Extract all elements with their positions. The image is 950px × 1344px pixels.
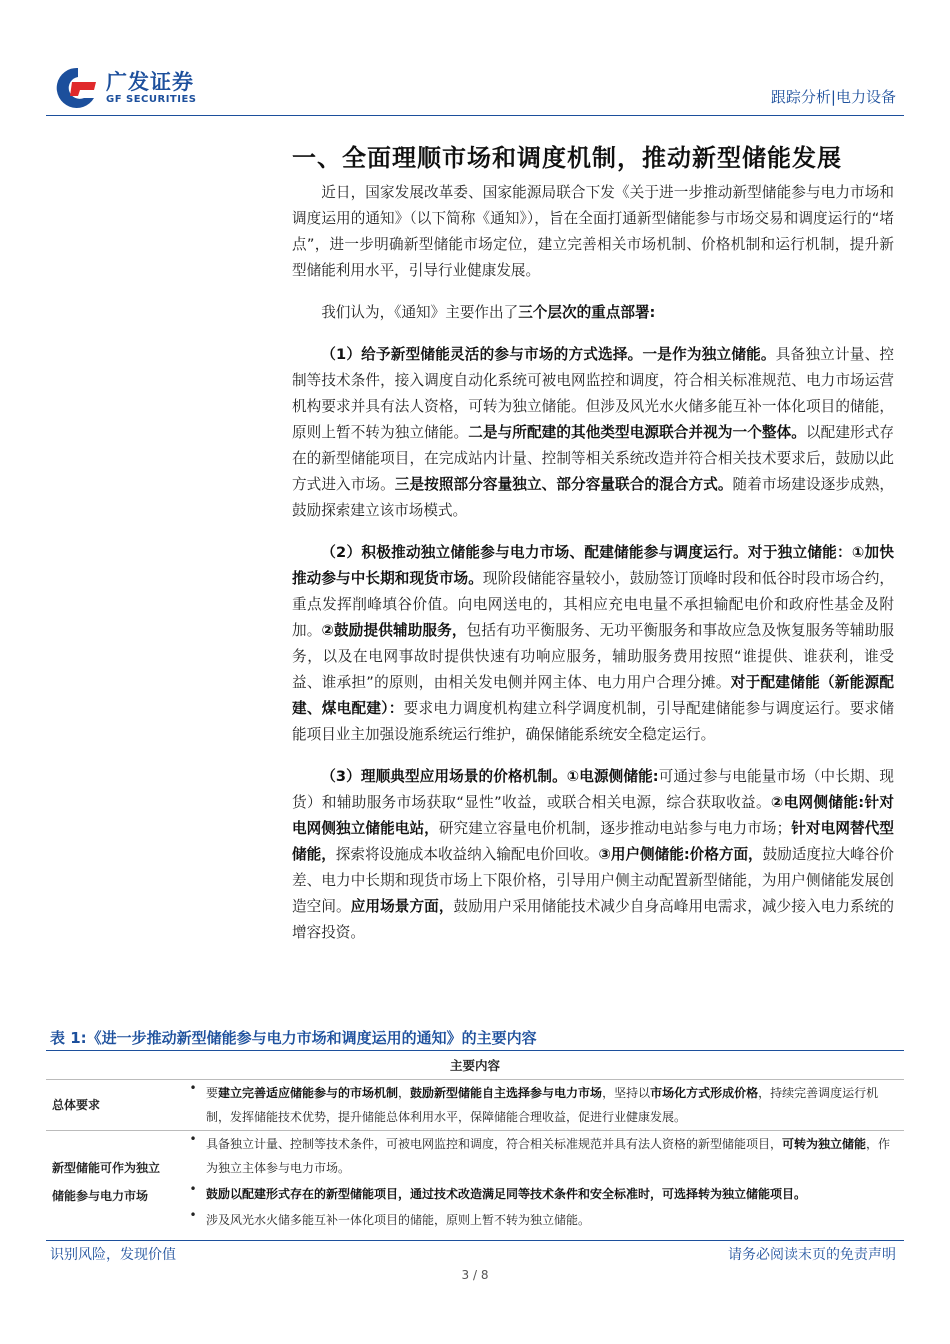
row-category: 总体要求 xyxy=(46,1080,181,1131)
item-text: ， xyxy=(398,1086,411,1100)
report-category xyxy=(771,86,896,107)
section-title: 一、全面理顺市场和调度机制，推动新型储能发展 xyxy=(292,144,842,172)
item-bold: 建立完善适应储能参与的市场机制 xyxy=(218,1086,399,1100)
industry-label: 电力设备 xyxy=(835,88,896,106)
point3-bold-1: （3）理顺典型应用场景的价格机制。①电源侧储能: xyxy=(321,768,659,785)
point2-text-3: 要求电力调度机构建立科学调度机制，引导配建储能参与调度运行。要求储能项目业主加强设施系统运行维护，确保储能系统安全稳定运行。 xyxy=(292,700,894,743)
point1-bold-3: 三是按照部分容量独立、部分容量联合的混合方式。 xyxy=(394,476,733,493)
item-text: 要 xyxy=(206,1086,219,1100)
item-bold: 市场化方式形成价格 xyxy=(650,1086,759,1100)
item-text: ，持续完善调度运行机制，发挥储能技术优势，提升储能总体利用水平，保障储能合理收益，促进行业健康发展。 xyxy=(206,1086,879,1124)
row-item xyxy=(205,1181,904,1207)
point3-bold-4: ③用户侧储能:价格方面， xyxy=(598,846,763,863)
row-category xyxy=(46,1131,181,1234)
category-line: 储能参与电力市场 xyxy=(52,1189,149,1203)
bullet: • xyxy=(181,1080,205,1131)
point3-bold-3: 针对电网替代型储能， xyxy=(292,820,894,863)
content-table xyxy=(46,1050,904,1233)
bullet: • xyxy=(189,1208,197,1222)
table-caption: 表 1:《进一步推动新型储能参与电力市场和调度运用的通知》的主要内容 xyxy=(50,1029,537,1047)
point1-bold-2: 二是与所配建的其他类型电源联合并视为一个整体。 xyxy=(468,424,806,441)
row-item xyxy=(205,1080,904,1131)
footer-disclaimer: 请务必阅读末页的免责声明 xyxy=(728,1247,896,1263)
point3-bold-2: ②电网侧储能:针对电网侧独立储能电站， xyxy=(292,794,894,837)
row-item xyxy=(205,1131,904,1182)
point2-bold-3: 对于配建储能（新能源配建、煤电配建）： xyxy=(292,674,894,717)
logo-text-en: GF SECURITIES xyxy=(106,94,197,105)
item-bold: 鼓励新型储能自主选择参与电力市场 xyxy=(410,1086,603,1100)
point1-bold-1: （1）给予新型储能灵活的参与市场的方式选择。一是作为独立储能。 xyxy=(321,346,776,363)
point2-text-1: 现阶段储能容量较小，鼓励签订顶峰时段和低谷时段市场合约，重点发挥削峰填谷价值。向电网送电的，其相应充电电量不承担输配电价和政府性基金及附加。 xyxy=(292,570,894,639)
table-header: 主要内容 xyxy=(46,1051,904,1080)
item-bold: 可转为独立储能 xyxy=(782,1137,867,1151)
footer-divider xyxy=(46,1240,904,1241)
category-line: 新型储能可作为独立 xyxy=(52,1161,161,1175)
point2-bold-2: ②鼓励提供辅助服务， xyxy=(321,622,467,639)
point2-text-2: 包括有功平衡服务、无功平衡服务和事故应急及恢复服务等辅助服务，以及在电网事故时提供快速有功响应服务，辅助服务费用按照“谁提供、谁获利，谁受益、谁承担”的原则，由相关发电侧并网主体、电力用户合理分摊。 xyxy=(292,622,894,691)
row-item: 涉及风光水火储多能互补一体化项目的储能，原则上暂不转为独立储能。 xyxy=(206,1213,591,1227)
point2-bold-1: （2）积极推动独立储能参与电力市场、配建储能参与调度运行。对于独立储能：①加快推动参与中长期和现货市场。 xyxy=(292,544,894,587)
logo-text-cn: 广发证券 xyxy=(106,70,194,94)
summary-bold: 三个层次的重点部署: xyxy=(518,304,656,321)
point3-text-5: 鼓励用户采用储能技术减少自身高峰用电需求，减少接入电力系统的增容投资。 xyxy=(292,898,894,941)
bullet: • xyxy=(189,1132,197,1146)
report-type: 跟踪分析 xyxy=(770,88,831,106)
point1-text-1: 具备独立计量、控制等技术条件，接入调度自动化系统可被电网监控和调度，符合相关标准规范、电力市场运营机构要求并具有法人资格，可转为独立储能。但涉及风光水火储多能互补一体化项目的储能，原则上暂不转为独立储能。 xyxy=(292,346,894,441)
point1-text-2: 以配建形式存在的新型储能项目，在完成站内计量、控制等相关系统改造并符合相关技术要求后，鼓励以此方式进入市场。 xyxy=(292,424,894,493)
header-separator: | xyxy=(830,88,836,106)
table-row xyxy=(46,1080,904,1131)
item-bold: 鼓励以配建形式存在的新型储能项目，通过技术改造满足同等技术条件和安全标准时，可选择转为独立储能项目。 xyxy=(206,1187,807,1201)
paragraph-point-2 xyxy=(292,540,894,748)
paragraph-summary xyxy=(292,300,894,326)
summary-lead: 我们认为，《通知》主要作出了 xyxy=(321,304,519,321)
item-text: ，坚持以 xyxy=(602,1086,651,1100)
item-text: ，作为独立主体参与电力市场。 xyxy=(206,1137,891,1175)
paragraph-intro: 近日，国家发展改革委、国家能源局联合下发《关于进一步推动新型储能参与电力市场和调度运用的通知》（以下简称《通知》），旨在全面打通新型储能参与市场交易和调度运行的“堵点”，进一步明确新型储能市场定位，建立完善相关市场机制、价格机制和运行机制，提升新型储能利用水平，引导行业健康发展。 xyxy=(292,184,894,279)
page-number: 3 / 8 xyxy=(461,1268,489,1282)
point3-bold-5: 应用场景方面， xyxy=(350,898,454,915)
paragraph-point-3 xyxy=(292,764,894,946)
body-text xyxy=(292,180,894,962)
table-row xyxy=(46,1131,904,1182)
point3-text-4: 鼓励适度拉大峰谷价差、电力中长期和现货市场上下限价格，引导用户侧主动配置新型储能，为用户侧储能发展创造空间。 xyxy=(292,846,894,915)
point3-text-3: 探索将设施成本收益纳入输配电价回收。 xyxy=(335,846,599,863)
header-divider xyxy=(46,115,904,116)
point3-text-1: 可通过参与电能量市场（中长期、现货）和辅助服务市场获取“显性”收益，或联合相关电源，综合获取收益。 xyxy=(292,768,894,811)
footer-slogan: 识别风险，发现价值 xyxy=(50,1247,176,1263)
bullet: • xyxy=(189,1182,197,1196)
paragraph-point-1 xyxy=(292,342,894,524)
item-text: 具备独立计量、控制等技术条件，可被电网监控和调度，符合相关标准规范并具有法人资格的新型储能项目， xyxy=(206,1137,783,1151)
point3-text-2: 研究建立容量电价机制，逐步推动电站参与电力市场； xyxy=(438,820,792,837)
point1-text-3: 随着市场建设逐步成熟，鼓励探索建立该市场模式。 xyxy=(292,476,894,519)
